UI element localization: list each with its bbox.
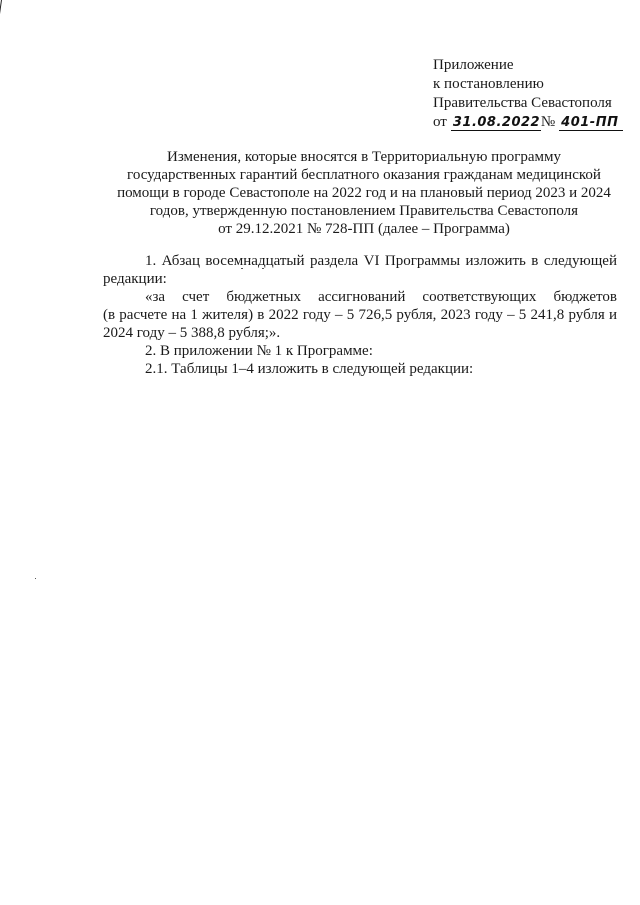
paragraph-item-2: 2. В приложении № 1 к Программе: [145,343,373,359]
title-line: помощи в городе Севастополе на 2022 год и на плановый период 2023 и 2024 [117,185,611,201]
document-title [100,148,628,238]
appendix-label: Приложение [433,57,514,73]
quote-word: бюджетных [226,289,302,305]
quote-word: ассигнований [318,289,406,305]
quote-word: бюджетов [553,289,617,305]
title-line: государственных гарантий бесплатного оказания гражданам медицинской [127,167,601,183]
paragraph-item-1: 1. Абзац восемнадцатый раздела VI Программы изложить в следующей редакции: [103,253,617,287]
date-prefix: от [433,114,447,130]
quote-continuation: (в расчете на 1 жителя) в 2022 году – 5 726,5 рубля, 2023 году – 5 241,8 рубля и 2024 году – 5 388,8 рубля;». [103,307,617,341]
quote-first-line [103,288,617,306]
handwritten-date: 31.08.2022 [452,115,541,130]
appendix-date-line [433,113,623,132]
handwritten-number: 401-ПП [559,115,623,131]
title-line: Изменения, которые вносятся в Территориальную программу [166,149,561,165]
scan-speck [35,578,36,579]
appendix-header [433,56,623,132]
quote-word: счет [182,289,210,305]
quote-word: «за [145,289,166,305]
appendix-reference: к постановлению [433,76,544,92]
paragraph-item-2-1: 2.1. Таблицы 1–4 изложить в следующей редакции: [145,361,474,377]
scan-edge-mark [0,0,8,14]
number-sign: № [540,114,556,130]
title-line: от 29.12.2021 № 728-ПП (далее – Программа) [218,221,510,237]
title-line: годов, утвержденную постановлением Правительства Севастополя [149,203,579,219]
document-body [103,252,617,378]
quote-word: соответствующих [422,289,537,305]
appendix-authority: Правительства Севастополя [433,95,612,111]
